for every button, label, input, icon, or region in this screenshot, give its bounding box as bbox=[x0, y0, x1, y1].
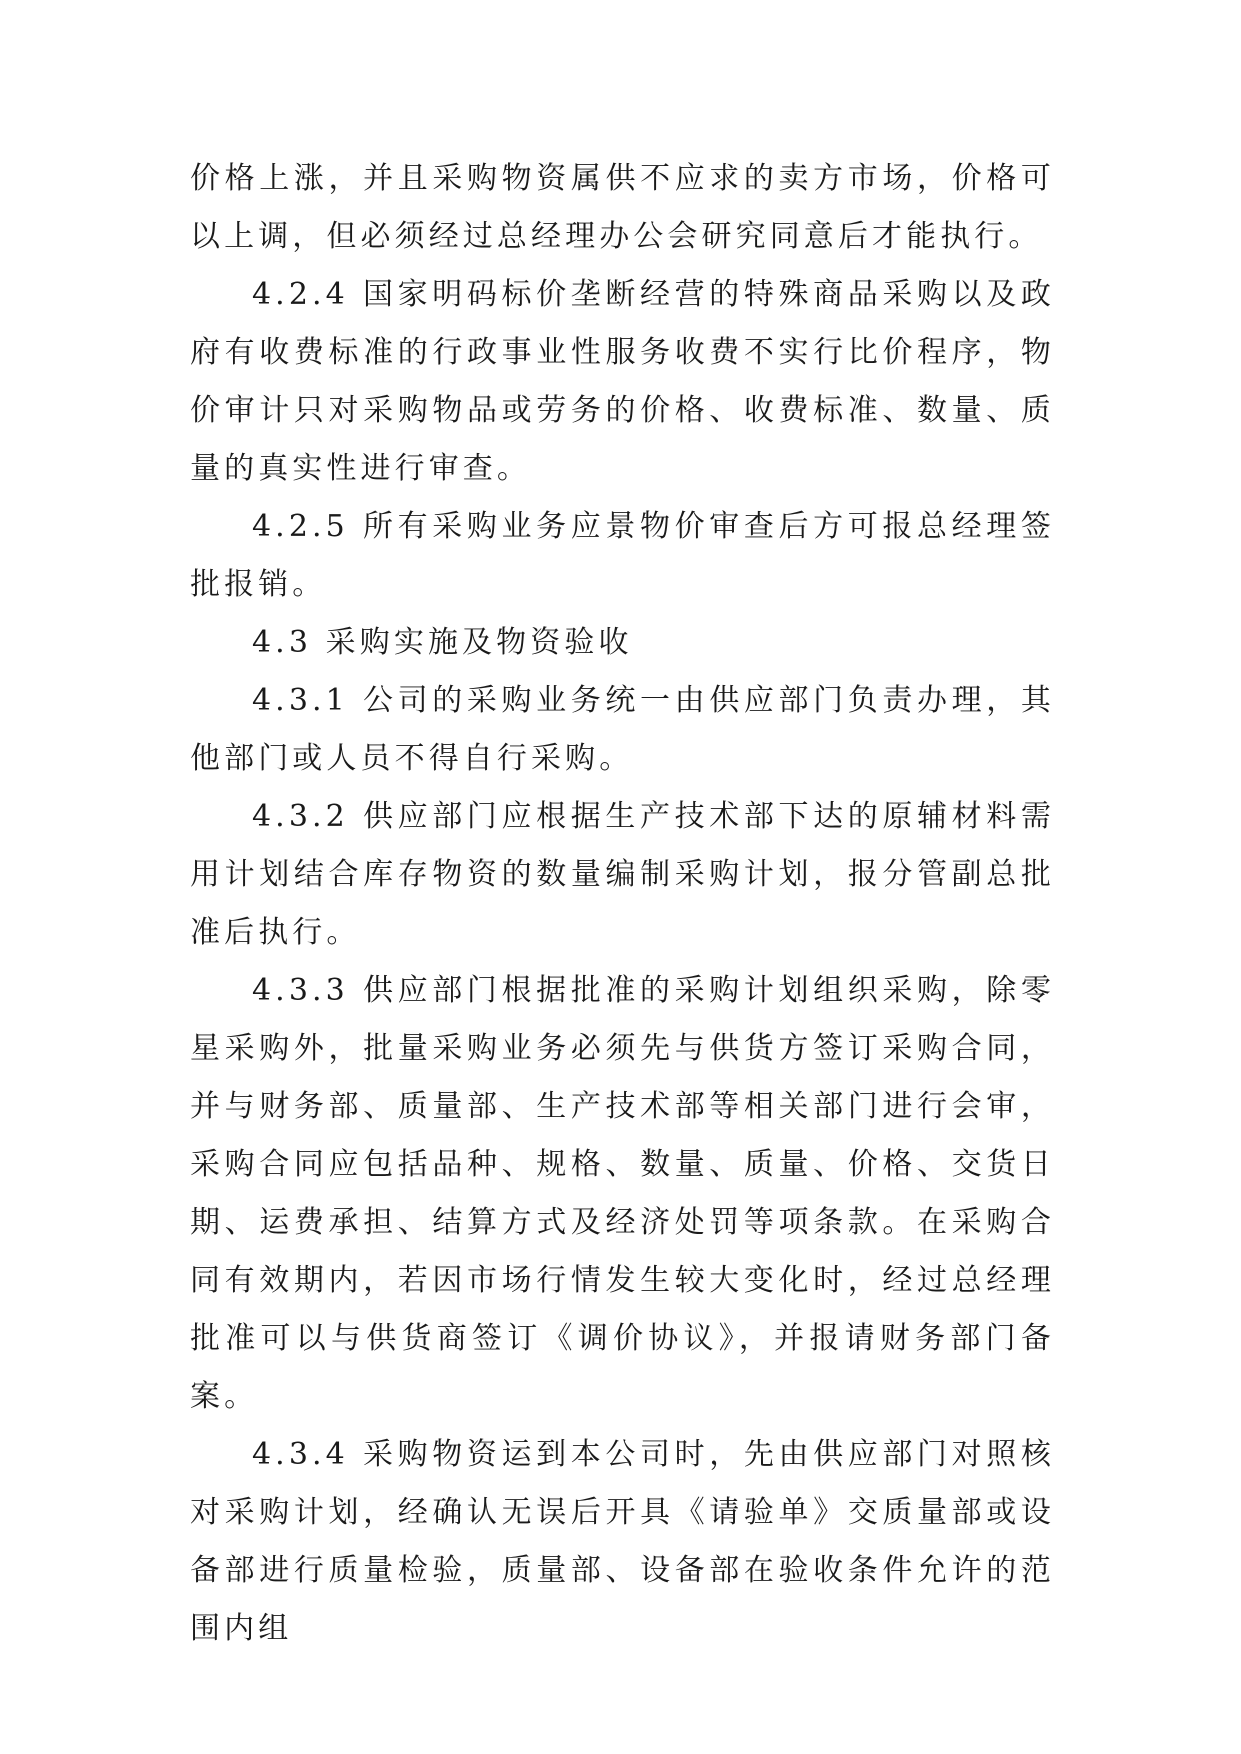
section-heading-4-3: 4.3 采购实施及物资验收 bbox=[252, 625, 633, 660]
paragraph-4-3-4: 4.3.4 采购物资运到本公司时，先由供应部门对照核对采购计划，经确认无误后开具《请验单》交质量部或设备部进行质量检验，质量部、设备部在验收条件允许的范围内组 bbox=[190, 1437, 1055, 1646]
paragraph-continuation: 价格上涨，并且采购物资属供不应求的卖方市场，价格可以上调，但必须经过总经理办公会研究同意后才能执行。 bbox=[190, 161, 1055, 254]
paragraph-4-2-5: 4.2.5 所有采购业务应景物价审查后方可报总经理签批报销。 bbox=[190, 509, 1055, 602]
paragraph-4-2-4: 4.2.4 国家明码标价垄断经营的特殊商品采购以及政府有收费标准的行政事业性服务收费不实行比价程序，物价审计只对采购物品或劳务的价格、收费标准、数量、质量的真实性进行审查。 bbox=[190, 277, 1055, 486]
paragraph-4-3-3: 4.3.3 供应部门根据批准的采购计划组织采购，除零星采购外，批量采购业务必须先与供货方签订采购合同，并与财务部、质量部、生产技术部等相关部门进行会审，采购合同应包括品种、规格、数量、质量、价格、交货日期、运费承担、结算方式及经济处罚等项条款。在采购合同有效期内，若因市场行情发生较大变化时，经过总经理批准可以与供货商签订《调价协议》，并报请财务部门备案。 bbox=[190, 973, 1055, 1414]
paragraph-4-3-1: 4.3.1 公司的采购业务统一由供应部门负责办理，其他部门或人员不得自行采购。 bbox=[190, 683, 1055, 776]
paragraph-4-3-2: 4.3.2 供应部门应根据生产技术部下达的原辅材料需用计划结合库存物资的数量编制采购计划，报分管副总批准后执行。 bbox=[190, 799, 1055, 950]
document-body bbox=[190, 150, 1055, 1658]
